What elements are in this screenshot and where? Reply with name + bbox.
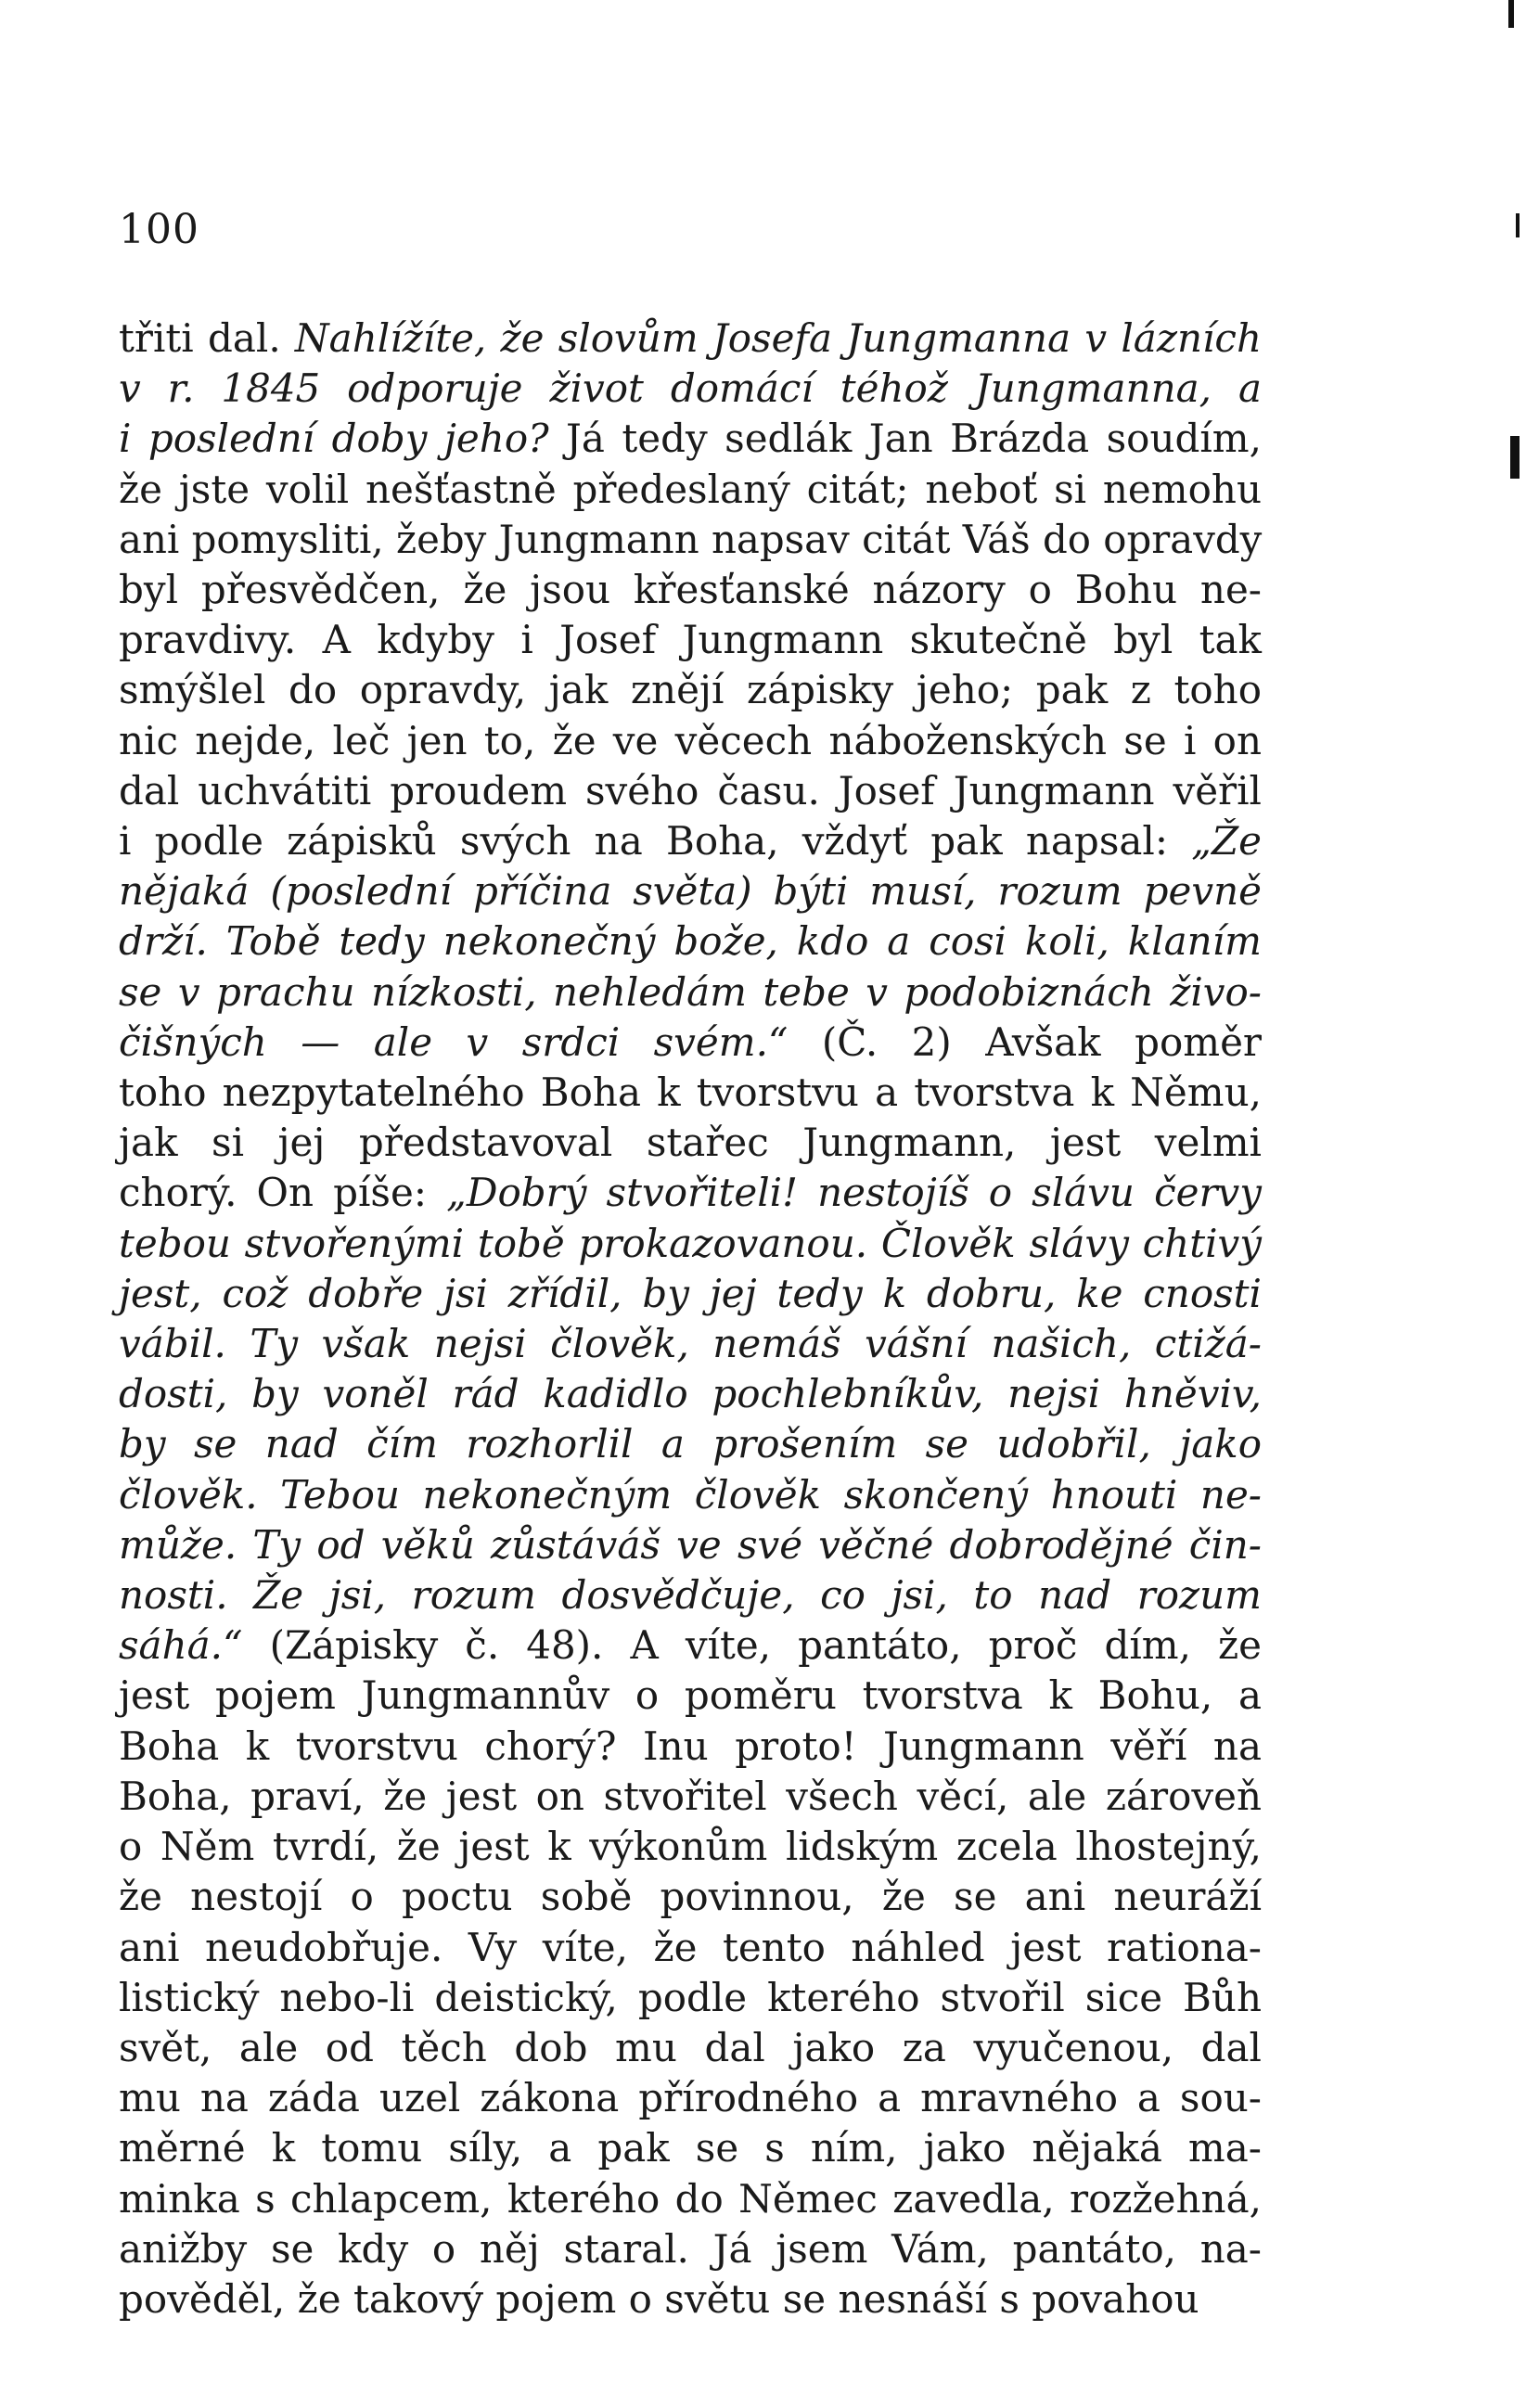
text-line: [119, 2123, 1262, 2173]
scan-edge-mark: [1516, 213, 1520, 237]
text-line: [119, 314, 1262, 364]
italic-quote-text: dosti, by voněl rád kadidlo pochlebníkův, nejsi hněviv,: [119, 1371, 1262, 1417]
text-line: [119, 2073, 1262, 2123]
italic-quote-text: i poslední doby jeho?: [119, 416, 549, 462]
text-line: [119, 816, 1262, 866]
italic-quote-text: jest, což dobře jsi zřídil, by jej tedy k dobru, ke cnosti: [119, 1270, 1262, 1316]
scan-edge-mark: [1510, 436, 1520, 479]
text-line: [119, 465, 1262, 515]
text-line: [119, 916, 1262, 967]
text-line: [119, 1872, 1262, 1922]
line-text: (Č. 2) Avšak poměr: [788, 1018, 1262, 1065]
line-text: mu na záda uzel zákona přírodného a mravného a sou-: [119, 2075, 1262, 2121]
text-line: [119, 1118, 1262, 1168]
line-text: toho nezpytatelného Boha k tvorstvu a tvorstva k Němu,: [119, 1070, 1262, 1116]
text-line: [119, 1319, 1262, 1369]
text-line: [119, 1470, 1262, 1520]
body-text: [119, 314, 1262, 2325]
line-text: svět, ale od těch dob mu dal jako za vyučenou, dal: [119, 2024, 1262, 2070]
text-line: [119, 665, 1262, 715]
scan-edge-mark: [1508, 0, 1514, 28]
text-line: [119, 515, 1262, 565]
italic-quote-text: čišných — ale v srdci svém.“: [119, 1018, 789, 1065]
italic-quote-text: vábil. Ty však nejsi člověk, nemáš vášní našich, ctižá-: [119, 1321, 1262, 1367]
line-text: že nestojí o poctu sobě povinnou, že se ani neuráží: [119, 1874, 1262, 1920]
line-text: jak si jej představoval stařec Jungmann, jest velmi: [119, 1120, 1262, 1166]
italic-quote-text: by se nad čím rozhorlil a prošením se udobřil, jako: [119, 1421, 1262, 1467]
line-text: minka s chlapcem, kterého do Němec zavedla, rozžehná,: [119, 2175, 1262, 2222]
text-line: [119, 1068, 1262, 1118]
line-text: měrné k tomu síly, a pak se s ním, jako nějaká ma-: [119, 2125, 1262, 2171]
line-text: třiti dal.: [119, 315, 295, 361]
line-text: nic nejde, leč jen to, že ve věcech náboženských se i on: [119, 717, 1262, 763]
text-line: [119, 1973, 1262, 2023]
text-line: [119, 414, 1262, 464]
line-text: Já tedy sedlák Jan Brázda soudím,: [548, 416, 1262, 462]
line-text: anižby se kdy o něj staral. Já jsem Vám, pantáto, na-: [119, 2225, 1262, 2272]
text-line: [119, 866, 1262, 916]
italic-quote-text: drží. Tobě tedy nekonečný bože, kdo a cosi koli, klaním: [119, 918, 1262, 965]
text-line: [119, 1520, 1262, 1570]
line-text: o Něm tvrdí, že jest k výkonům lidským zcela lhostejný,: [119, 1824, 1262, 1870]
text-line: [119, 1419, 1262, 1469]
text-line: [119, 1822, 1262, 1872]
line-text: Boha k tvorstvu chorý? Inu proto! Jungmann věří na: [119, 1723, 1262, 1769]
italic-quote-text: Nahlížíte, že slovům Josefa Jungmanna v lázních: [294, 315, 1262, 361]
line-text: ani neudobřuje. Vy víte, že tento náhled jest rationa-: [119, 1924, 1262, 1970]
italic-quote-text: nějaká (poslední příčina světa) býti musí, rozum pevně: [119, 868, 1262, 915]
text-line: [119, 1620, 1262, 1671]
line-text: smýšlel do opravdy, jak znějí zápisky jeho; pak z toho: [119, 667, 1262, 713]
italic-quote-text: „Že: [1191, 818, 1262, 865]
text-line: [119, 2224, 1262, 2274]
text-line: [119, 364, 1262, 414]
line-text: (Zápisky č. 48). A víte, pantáto, proč dím, že: [242, 1622, 1262, 1669]
italic-quote-text: „Dobrý stvořiteli! nestojíš o slávu červy: [446, 1170, 1262, 1216]
text-line: [119, 766, 1262, 816]
text-line: [119, 1168, 1262, 1218]
text-line: [119, 565, 1262, 615]
italic-quote-text: sáhá.“: [119, 1622, 243, 1669]
italic-quote-text: se v prachu nízkosti, nehledám tebe v podobiznách živo-: [119, 968, 1262, 1015]
line-text: jest pojem Jungmannův o poměru tvorstva k Bohu, a: [119, 1672, 1262, 1719]
text-line: [119, 1923, 1262, 1973]
line-text: i podle zápisků svých na Boha, vždyť pak napsal:: [119, 818, 1192, 865]
italic-quote-text: nosti. Že jsi, rozum dosvědčuje, co jsi, to nad rozum: [119, 1572, 1262, 1619]
text-line: [119, 2023, 1262, 2073]
text-line: [119, 1219, 1262, 1269]
text-line: [119, 615, 1262, 665]
text-line: [119, 2274, 1262, 2325]
line-text: pověděl, že takový pojem o světu se nesnáší s povahou: [119, 2275, 1199, 2322]
line-text: že jste volil nešťastně předeslaný citát; neboť si nemohu: [119, 466, 1262, 512]
text-line: [119, 1369, 1262, 1419]
line-text: Boha, praví, že jest on stvořitel všech věcí, ale zároveň: [119, 1773, 1262, 1819]
text-line: [119, 1772, 1262, 1822]
italic-quote-text: člověk. Tebou nekonečným člověk skončený hnouti ne-: [119, 1471, 1262, 1518]
text-line: [119, 2174, 1262, 2224]
line-text: dal uchvátiti proudem svého času. Josef Jungmann věřil: [119, 767, 1262, 813]
line-text: byl přesvědčen, že jsou křesťanské názory o Bohu ne-: [119, 567, 1262, 613]
text-line: [119, 1671, 1262, 1721]
line-text: listický nebo-li deistický, podle kterého stvořil sice Bůh: [119, 1974, 1262, 2020]
text-line: [119, 716, 1262, 766]
text-line: [119, 1269, 1262, 1319]
line-text: ani pomysliti, žeby Jungmann napsav citát Váš do opravdy: [119, 516, 1263, 562]
italic-quote-text: může. Ty od věků zůstáváš ve své věčné dobrodějné čin-: [119, 1521, 1262, 1568]
line-text: chorý. On píše:: [119, 1170, 447, 1216]
line-text: pravdivy. A kdyby i Josef Jungmann skutečně byl tak: [119, 617, 1262, 663]
italic-quote-text: tebou stvořenými tobě prokazovanou. Člověk slávy chtivý: [119, 1220, 1262, 1266]
page-number: 100: [119, 206, 199, 253]
text-line: [119, 1722, 1262, 1772]
italic-quote-text: v r. 1845 odporuje život domácí téhož Jungmanna, a: [119, 365, 1262, 412]
text-line: [119, 1570, 1262, 1620]
text-line: [119, 967, 1262, 1018]
text-line: [119, 1018, 1262, 1068]
